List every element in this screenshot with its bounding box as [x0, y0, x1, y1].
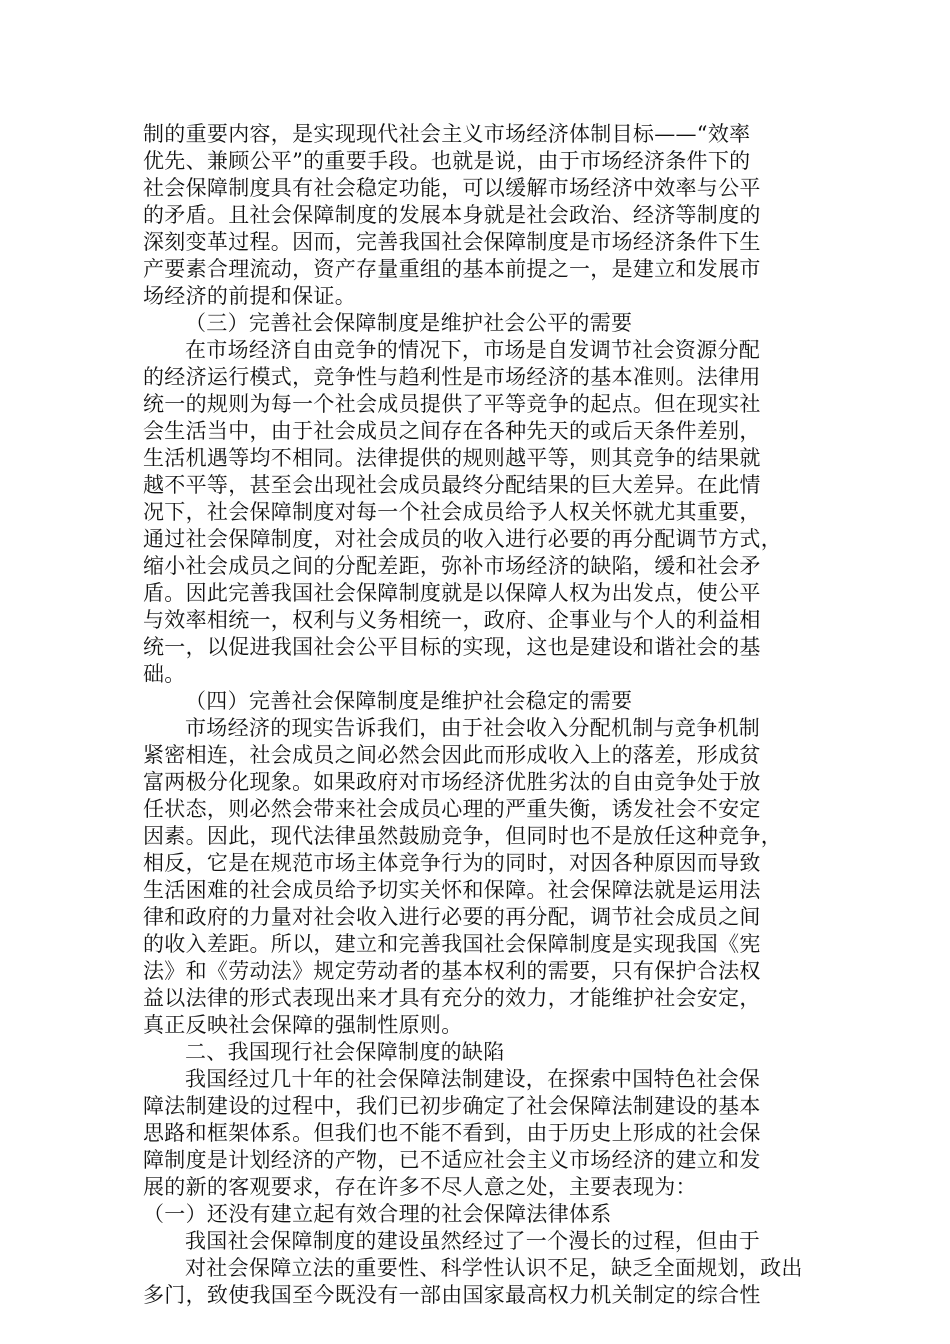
text-line: 在市场经济自由竞争的情况下，市场是自发调节社会资源分配 [185, 338, 761, 362]
text-line: 制的重要内容，是实现现代社会主义市场经济体制目标——“效率 [143, 122, 751, 146]
text-line: 相反，它是在规范市场主体竞争行为的同时，对因各种原因而导致 [143, 851, 761, 875]
text-line: 任状态，则必然会带来社会成员心理的严重失衡，诱发社会不安定 [143, 797, 761, 821]
text-line: 益以法律的形式表现出来才具有充分的效力，才能维护社会安定， [143, 986, 761, 1010]
text-line: 障法制建设的过程中，我们已初步确定了社会保障法制建设的基本 [143, 1094, 761, 1118]
text-line: 盾。因此完善我国社会保障制度就是以保障人权为出发点，使公平 [143, 581, 761, 605]
text-line: 市场经济的现实告诉我们，由于社会收入分配机制与竞争机制 [185, 716, 761, 740]
text-line: 的矛盾。且社会保障制度的发展本身就是社会政治、经济等制度的 [143, 203, 761, 227]
text-line: 统一，以促进我国社会公平目标的实现，这也是建设和谐社会的基 [143, 635, 761, 659]
text-line: 真正反映社会保障的强制性原则。 [143, 1013, 463, 1037]
text-line: 律和政府的力量对社会收入进行必要的再分配，调节社会成员之间 [143, 905, 761, 929]
text-line: 优先、兼顾公平”的重要手段。也就是说，由于市场经济条件下的 [143, 149, 751, 173]
text-line: 法》和《劳动法》规定劳动者的基本权利的需要，只有保护合法权 [143, 959, 761, 983]
text-line: 深刻变革过程。因而，完善我国社会保障制度是市场经济条件下生 [143, 230, 761, 254]
text-line: 产要素合理流动，资产存量重组的基本前提之一，是建立和发展市 [143, 257, 761, 281]
text-line: 场经济的前提和保证。 [143, 284, 356, 308]
section-heading: （四）完善社会保障制度是维护社会稳定的需要 [185, 689, 633, 713]
text-line [143, 1308, 813, 1336]
text-line: 会生活当中，由于社会成员之间存在各种先天的或后天条件差别， [143, 419, 761, 443]
text-line: 多门，致使我国至今既没有一部由国家最高权力机关制定的综合性 [143, 1283, 761, 1307]
text-line: 与效率相统一，权利与义务相统一，政府、企事业与个人的利益相 [143, 608, 761, 632]
text-line: 越不平等，甚至会出现社会成员最终分配结果的巨大差异。在此情 [143, 473, 761, 497]
text-line: 缩小社会成员之间的分配差距，弥补市场经济的缺陷，缓和社会矛 [143, 554, 761, 578]
section-heading: 二、我国现行社会保障制度的缺陷 [185, 1040, 505, 1064]
text-line: （一）还没有建立起有效合理的社会保障法律体系 [143, 1202, 612, 1226]
text-line: 生活困难的社会成员给予切实关怀和保障。社会保障法就是运用法 [143, 878, 761, 902]
text-line: 的经济运行模式，竞争性与趋利性是市场经济的基本准则。法律用 [143, 365, 761, 389]
text-line: 的收入差距。所以，建立和完善我国社会保障制度是实现我国《宪 [143, 932, 761, 956]
text-line: 础。 [143, 662, 186, 686]
section-heading: （三）完善社会保障制度是维护社会公平的需要 [185, 311, 633, 335]
text-line: 因素。因此，现代法律虽然鼓励竞争，但同时也不是放任这种竞争， [143, 824, 782, 848]
text-line: 统一的规则为每一个社会成员提供了平等竞争的起点。但在现实社 [143, 392, 761, 416]
section-heading: 我国社会保障制度的建设虽然经过了一个漫长的过程，但由于 [185, 1229, 761, 1253]
text-line: 通过社会保障制度，对社会成员的收入进行必要的再分配调节方式， [143, 527, 782, 551]
text-line: 对社会保障立法的重要性、科学性认识不足，缺乏全面规划，政出 [185, 1256, 803, 1280]
text-line: 紧密相连，社会成员之间必然会因此而形成收入上的落差，形成贫 [143, 743, 761, 767]
text-line: 生活机遇等均不相同。法律提供的规则越平等，则其竞争的结果就 [143, 446, 761, 470]
text-line: 思路和框架体系。但我们也不能不看到，由于历史上形成的社会保 [143, 1121, 761, 1145]
text-line: 富两极分化现象。如果政府对市场经济优胜劣汰的自由竞争处于放 [143, 770, 761, 794]
text-line: 社会保障制度具有社会稳定功能，可以缓解市场经济中效率与公平 [143, 176, 761, 200]
text-line: 障制度是计划经济的产物，已不适应社会主义市场经济的建立和发 [143, 1148, 761, 1172]
text-line: 况下，社会保障制度对每一个社会成员给予人权关怀就尤其重要， [143, 500, 761, 524]
text-line: 我国经过几十年的社会保障法制建设，在探索中国特色社会保 [185, 1067, 761, 1091]
text-line: 展的新的客观要求，存在许多不尽人意之处，主要表现为： [143, 1175, 697, 1199]
